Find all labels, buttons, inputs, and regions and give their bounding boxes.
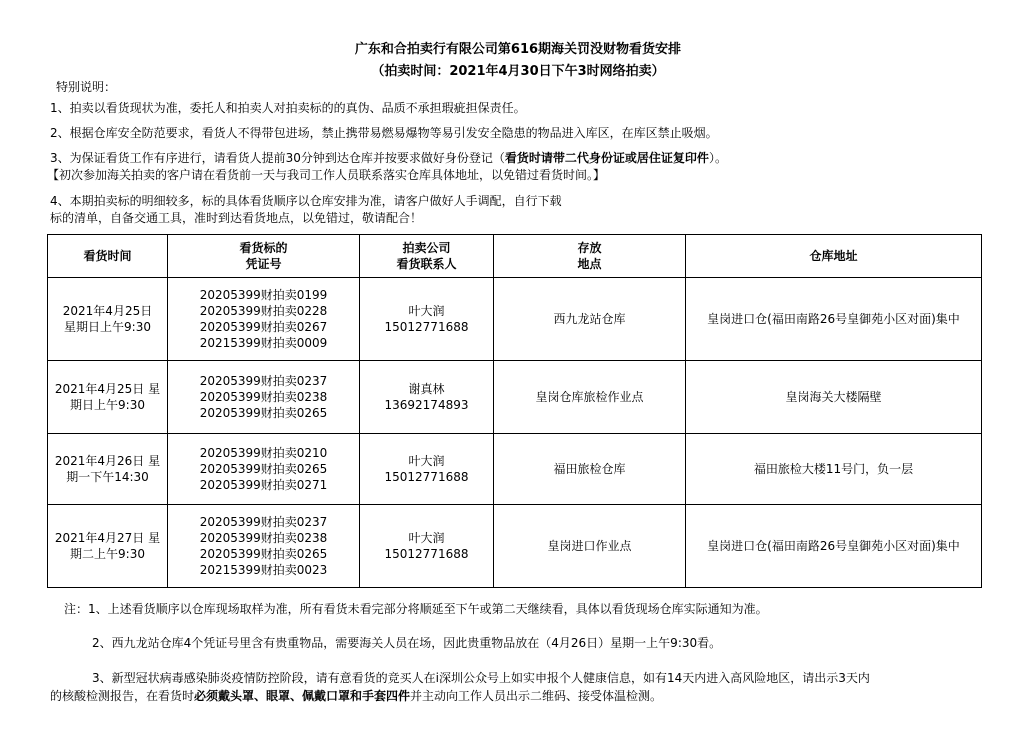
intro-item-3-notice: 【初次参加海关拍卖的客户请在看货前一天与我司工作人员联系落实仓库具体地址，以免错过看货时间。】: [47, 168, 606, 182]
time-cell: [48, 361, 168, 434]
header-voucher-line-1: 看货标的: [239, 241, 288, 255]
address-cell: 皇岗进口仓(福田南路26号皇御苑小区对面)集中: [686, 278, 982, 361]
contact-cell: [360, 434, 494, 505]
contact-name: 叶大润: [408, 454, 445, 468]
contact-phone: 15012771688: [384, 320, 469, 334]
voucher-number: 20205399财拍卖0228: [199, 304, 328, 318]
time-line-1: 2021年4月27日 星: [54, 531, 161, 545]
intro-item-4-line-1: 4、本期拍卖标的明细较多，标的具体看货顺序以仓库安排为准，请客户做好人手调配，自行下载: [50, 194, 562, 208]
intro-item-1: 1、拍卖以看货现状为准，委托人和拍卖人对拍卖标的的真伪、品质不承担瑕疵担保责任。: [50, 101, 526, 115]
voucher-cell: [168, 278, 360, 361]
intro-item-2: 2、根据仓库安全防范要求，看货人不得带包进场，禁止携带易燃易爆物等易引发安全隐患的物品进入库区，在库区禁止吸烟。: [50, 126, 718, 140]
voucher-number: 20205399财拍卖0210: [199, 446, 328, 460]
contact-cell: [360, 278, 494, 361]
table-row: [48, 505, 982, 588]
time-line-2: 期一下午14:30: [66, 470, 149, 484]
time-line-1: 2021年4月26日 星: [54, 454, 161, 468]
note-3-emphasis: 必须戴头罩、眼罩、佩戴口罩和手套四件: [194, 689, 411, 703]
document-subtitle: （拍卖时间：2021年4月30日下午3时网络拍卖）: [371, 64, 665, 79]
address-cell: 皇岗海关大楼隔壁: [686, 361, 982, 434]
intro-item-3-emphasis: 看货时请带二代身份证或居住证复印件: [504, 151, 709, 165]
place-cell: 皇岗进口作业点: [494, 505, 686, 588]
note-3-text: 的核酸检测报告，在看货时: [50, 689, 195, 703]
voucher-number: 20205399财拍卖0238: [199, 531, 328, 545]
contact-name: 叶大润: [408, 304, 445, 318]
time-cell: [48, 434, 168, 505]
time-cell: [48, 278, 168, 361]
voucher-number: 20205399财拍卖0238: [199, 390, 328, 404]
voucher-number: 20205399财拍卖0199: [199, 288, 328, 302]
time-line-1: 2021年4月25日 星: [54, 382, 161, 396]
voucher-number: 20205399财拍卖0267: [199, 320, 328, 334]
contact-phone: 13692174893: [384, 398, 469, 412]
address-cell: 福田旅检大楼11号门，负一层: [686, 434, 982, 505]
header-contact-line-2: 看货联系人: [396, 257, 457, 271]
intro-item-3: [50, 150, 727, 166]
voucher-number: 20215399财拍卖0023: [199, 563, 328, 577]
table-row: [48, 361, 982, 434]
voucher-number: 20205399财拍卖0265: [199, 547, 328, 561]
intro-item-3-text: 3、为保证看货工作有序进行，请看货人提前30分钟到达仓库并按要求做好身份登记（: [50, 151, 505, 165]
document-title: 广东和合拍卖行有限公司第616期海关罚没财物看货安排: [354, 42, 682, 57]
note-3-line-1: 3、新型冠状病毒感染肺炎疫情防控阶段，请有意看货的竞买人在i深圳公众号上如实申报个人健康信息，如有14天内进入高风险地区，请出示3天内: [92, 671, 870, 685]
contact-name: 叶大润: [408, 531, 445, 545]
time-line-2: 星期日上午9:30: [64, 320, 151, 334]
contact-phone: 15012771688: [384, 470, 469, 484]
intro-item-4-line-2: 标的清单，自备交通工具，准时到达看货地点，以免错过，敬请配合！: [50, 211, 423, 225]
intro-label: 特别说明：: [56, 80, 117, 94]
table-header-row: [48, 235, 982, 278]
voucher-cell: [168, 361, 360, 434]
header-place-line-1: 存放: [577, 241, 602, 255]
header-voucher-line-2: 凭证号: [245, 257, 282, 271]
voucher-number: 20215399财拍卖0009: [199, 336, 328, 350]
voucher-number: 20205399财拍卖0271: [199, 478, 328, 492]
voucher-number: 20205399财拍卖0265: [199, 462, 328, 476]
place-cell: 皇岗仓库旅检作业点: [494, 361, 686, 434]
note-2: 2、西九龙站仓库4个凭证号里含有贵重物品，需要海关人员在场，因此贵重物品放在（4月26日）星期一上午9:30看。: [92, 636, 722, 650]
header-contact: [360, 235, 494, 278]
header-voucher: [168, 235, 360, 278]
note-3-end: 并主动向工作人员出示二维码、接受体温检测。: [410, 689, 663, 703]
address-cell: 皇岗进口仓(福田南路26号皇御苑小区对面)集中: [686, 505, 982, 588]
time-line-2: 期日上午9:30: [70, 398, 145, 412]
note-3-line-2: [50, 688, 662, 705]
contact-cell: [360, 505, 494, 588]
voucher-cell: [168, 434, 360, 505]
voucher-number: 20205399财拍卖0237: [199, 374, 328, 388]
header-place: [494, 235, 686, 278]
header-address: 仓库地址: [686, 235, 982, 278]
header-time: 看货时间: [48, 235, 168, 278]
note-1: 注：1、上述看货顺序以仓库现场取样为准，所有看货未看完部分将顺延至下午或第二天继续看，具体以看货现场仓库实际通知为准。: [64, 602, 768, 616]
table-row: [48, 434, 982, 505]
contact-cell: [360, 361, 494, 434]
schedule-table: [47, 234, 982, 588]
intro-item-3-end: ）。: [708, 151, 727, 165]
voucher-number: 20205399财拍卖0237: [199, 515, 328, 529]
time-cell: [48, 505, 168, 588]
voucher-number: 20205399财拍卖0265: [199, 406, 328, 420]
place-cell: 西九龙站仓库: [494, 278, 686, 361]
time-line-2: 期二上午9:30: [70, 547, 145, 561]
contact-phone: 15012771688: [384, 547, 469, 561]
place-cell: 福田旅检仓库: [494, 434, 686, 505]
header-place-line-2: 地点: [577, 257, 602, 271]
contact-name: 谢真林: [408, 382, 445, 396]
time-line-1: 2021年4月25日: [62, 304, 153, 318]
header-contact-line-1: 拍卖公司: [402, 241, 451, 255]
table-row: [48, 278, 982, 361]
voucher-cell: [168, 505, 360, 588]
